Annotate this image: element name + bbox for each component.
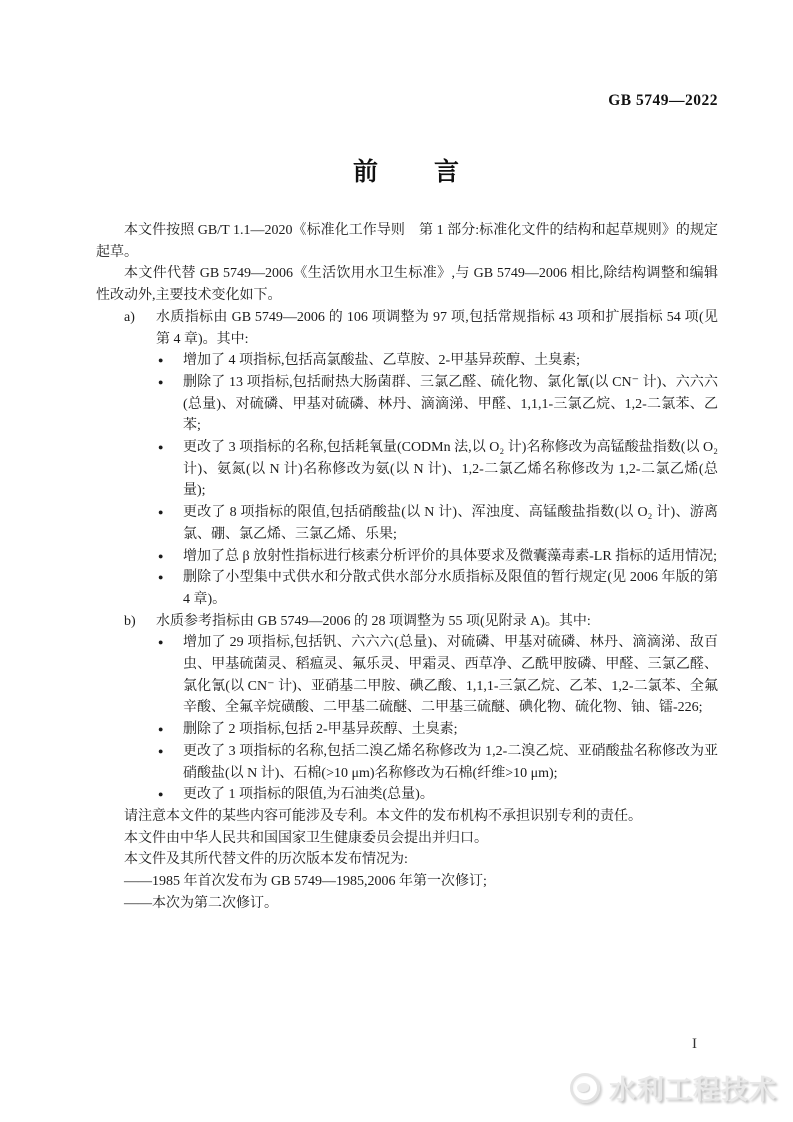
bullet-text: 增加了总 β 放射性指标进行核素分析评价的具体要求及微囊藻毒素-LR 指标的适用情况; (183, 548, 718, 564)
closing-paragraph-history: 本文件及其所代替文件的历次版本发布情况为: (124, 852, 408, 868)
closing-paragraph-issuer: 本文件由中华人民共和国国家卫生健康委员会提出并归口。 (124, 830, 488, 846)
list-item-a-bullets (96, 350, 718, 610)
page-content (96, 92, 718, 915)
list-item-a-text: 水质指标由 GB 5749—2006 的 106 项调整为 97 项,包括常规指标 43 项和扩展指标 54 项(见第 4 章)。其中: (156, 309, 718, 347)
bullet-text: 更改了 3 项指标的名称,包括二溴乙烯名称修改为 1,2-二溴乙烷、亚硝酸盐名称修改为亚硝酸盐(以 N 计)、石棉(>10 μm)名称修改为石棉(纤维>10 μm); (183, 743, 718, 781)
bullet-item (156, 502, 718, 545)
list-item-b-text: 水质参考指标由 GB 5749—2006 的 28 项调整为 55 项(见附录 A)。其中: (156, 613, 591, 629)
bullet-text: 删除了小型集中式供水和分散式供水部分水质指标及限值的暂行规定(见 2006 年版的第 4 章)。 (183, 570, 718, 607)
bullet-text: 更改了 8 项指标的限值,包括硝酸盐(以 N 计)、浑浊度、高锰酸盐指数(以 O₂ 计)、游离氯、硼、氯乙烯、三氯乙烯、乐果; (183, 505, 718, 542)
closing-block (96, 806, 718, 915)
bullet-item (156, 567, 718, 610)
closing-paragraph-patent: 请注意本文件的某些内容可能涉及专利。本文件的发布机构不承担识别专利的责任。 (124, 808, 642, 824)
bullet-item (156, 741, 718, 784)
bullet-text: 更改了 3 项指标的名称,包括耗氧量(CODMn 法,以 O₂ 计)名称修改为高锰酸盐指数(以 O₂ 计)、氨氮(以 N 计)名称修改为氨(以 N 计)、1,2-二氯乙烯名称修改为 1,2-二氯乙烯(总量); (183, 440, 718, 499)
body-text (96, 220, 718, 915)
bullet-icon: ● (158, 442, 164, 453)
bullet-icon: ● (158, 745, 164, 756)
bullet-icon: ● (158, 637, 164, 648)
bullet-item (156, 784, 718, 806)
watermark-text: 水利工程技术 (609, 1075, 777, 1105)
bullet-icon: ● (158, 507, 164, 518)
doc-code: GB 5749—2022 (608, 92, 718, 109)
bullet-text: 删除了 2 项指标,包括 2-甲基异莰醇、土臭素; (183, 722, 458, 738)
bullet-icon: ● (158, 724, 164, 735)
bullet-icon: ● (158, 789, 164, 800)
bullet-text: 增加了 4 项指标,包括高氯酸盐、乙草胺、2-甲基异莰醇、土臭素; (183, 353, 581, 369)
watermark (570, 1068, 777, 1107)
paragraph-replaces: 本文件代替 GB 5749—2006《生活饮用水卫生标准》,与 GB 5749—2006 相比,除结构调整和编辑性改动外,主要技术变化如下。 (96, 266, 718, 304)
paragraph-scope: 本文件按照 GB/T 1.1—2020《标准化工作导则 第 1 部分:标准化文件的结构和起草规则》的规定起草。 (96, 223, 718, 260)
closing-paragraph-edition-1985: ——1985 年首次发布为 GB 5749—1985,2006 年第一次修订; (124, 874, 487, 890)
bullet-item (156, 546, 718, 568)
bullet-text: 删除了 13 项指标,包括耐热大肠菌群、三氯乙醛、硫化物、氯化氰(以 CN⁻ 计)、六六六(总量)、对硫磷、甲基对硫磷、林丹、滴滴涕、甲醛、1,1,1-三氯乙烷、1,2-二氯苯、乙苯; (183, 374, 718, 434)
list-item-a (96, 307, 718, 350)
bullet-icon: ● (158, 376, 164, 387)
bullet-icon: ● (158, 572, 164, 583)
bullet-item (156, 437, 718, 502)
closing-paragraph-edition-current: ——本次为第二次修订。 (124, 895, 278, 911)
list-item-b-bullets (96, 632, 718, 806)
watermark-logo-icon (570, 1073, 600, 1103)
page-number: I (692, 1036, 697, 1052)
list-item-b-label: b) (124, 613, 136, 629)
bullet-icon: ● (158, 550, 164, 561)
bullet-item (156, 372, 718, 437)
bullet-item (156, 350, 718, 372)
list-item-a-label: a) (124, 309, 135, 325)
bullet-item (156, 632, 718, 719)
bullet-item (156, 719, 718, 741)
page-title: 前 言 (352, 159, 461, 186)
bullet-icon: ● (158, 355, 164, 366)
list-item-b (96, 611, 718, 633)
bullet-text: 更改了 1 项指标的限值,为石油类(总量)。 (183, 787, 434, 803)
bullet-text: 增加了 29 项指标,包括钒、六六六(总量)、对硫磷、甲基对硫磷、林丹、滴滴涕、敌百虫、甲基硫菌灵、稻瘟灵、氟乐灵、甲霜灵、西草净、乙酰甲胺磷、甲醛、三氯乙醛、氯化氰(以 CN⁻ 计)、亚硝基二甲胺、碘乙酸、1,1,1-三氯乙烷、乙苯、1,2-二氯苯、全氟辛酸、全氟辛烷磺酸、二甲基二硫醚、二甲基三硫醚、碘化物、硫化物、铀、镭-226; (183, 635, 718, 716)
